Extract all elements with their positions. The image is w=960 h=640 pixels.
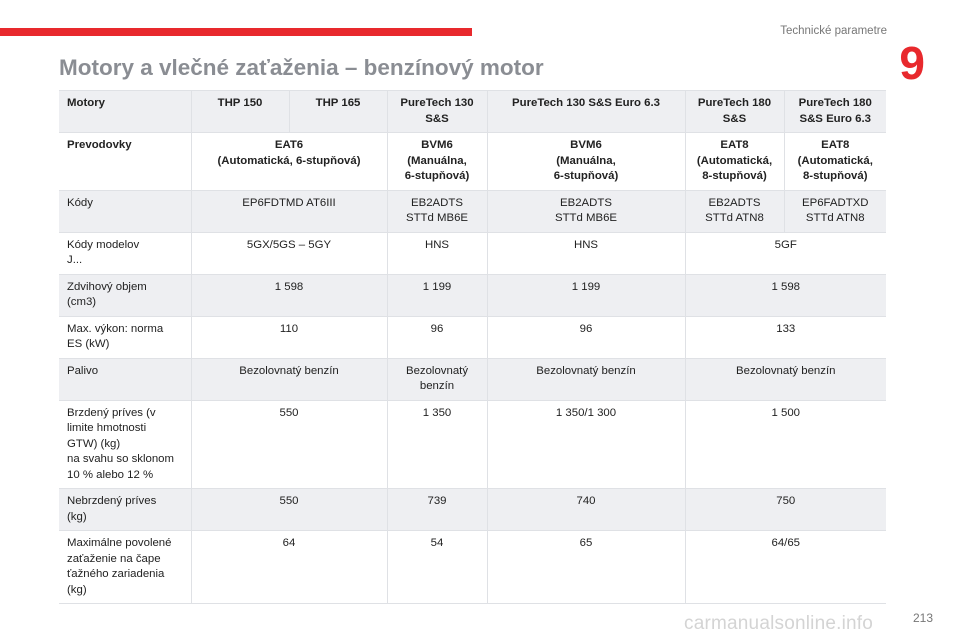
table-cell: 1 598 [191,274,387,316]
header-accent-bar [0,28,472,36]
table-cell: 1 199 [387,274,487,316]
engine-spec-table [59,90,886,604]
header-cell: Motory [59,91,191,133]
table-row [59,133,886,191]
table-cell: 1 598 [685,274,886,316]
table-cell: HNS [387,232,487,274]
table-cell: EB2ADTS STTd MB6E [387,190,487,232]
table-cell: EB2ADTS STTd MB6E [487,190,685,232]
header-cell: PureTech 130 S&S [387,91,487,133]
table-cell: EB2ADTS STTd ATN8 [685,190,784,232]
table-cell: EAT6 (Automatická, 6-stupňová) [191,133,387,191]
row-label: Maximálne povolené zaťaženie na čape ťažného zariadenia (kg) [59,531,191,604]
table-row [59,190,886,232]
table-cell: 1 500 [685,400,886,489]
row-label: Palivo [59,358,191,400]
page-number: 213 [912,611,933,625]
watermark: carmanualsonline.info [684,613,874,634]
row-label: Brzdený príves (v limite hmotnosti GTW) (kg) na svahu so sklonom 10 % alebo 12 % [59,400,191,489]
header-cell: THP 165 [289,91,387,133]
table-row [59,531,886,604]
table-cell: EAT8 (Automatická, 8-stupňová) [784,133,886,191]
table-row [59,400,886,489]
table-cell: 1 350 [387,400,487,489]
header-cell: PureTech 130 S&S Euro 6.3 [487,91,685,133]
table-cell: Bezolovnatý benzín [487,358,685,400]
table-cell: EP6FADTXD STTd ATN8 [784,190,886,232]
table-cell: 750 [685,489,886,531]
table-cell: 5GF [685,232,886,274]
table-cell: 550 [191,489,387,531]
table-row [59,232,886,274]
header-cell: PureTech 180 S&S Euro 6.3 [784,91,886,133]
row-label: Kódy modelov J... [59,232,191,274]
table-row [59,358,886,400]
row-label: Prevodovky [59,133,191,191]
table-header-row [59,91,886,133]
table-cell: 5GX/5GS – 5GY [191,232,387,274]
table-cell: Bezolovnatý benzín [191,358,387,400]
table-row [59,489,886,531]
header-cell: THP 150 [191,91,289,133]
table-cell: 1 199 [487,274,685,316]
table-cell: 96 [487,316,685,358]
table-cell: EP6FDTMD AT6III [191,190,387,232]
table-cell: Bezolovnatý benzín [387,358,487,400]
table-cell: 110 [191,316,387,358]
section-label: Technické parametre [780,25,887,37]
table-cell: 64/65 [685,531,886,604]
table-cell: 740 [487,489,685,531]
table-cell: BVM6 (Manuálna, 6-stupňová) [487,133,685,191]
row-label: Kódy [59,190,191,232]
page-title: Motory a vlečné zaťaženia – benzínový motor [59,55,544,80]
table-cell: 64 [191,531,387,604]
row-label: Nebrzdený príves (kg) [59,489,191,531]
row-label: Max. výkon: norma ES (kW) [59,316,191,358]
table-cell: BVM6 (Manuálna, 6-stupňová) [387,133,487,191]
table-cell: 65 [487,531,685,604]
chapter-number: 9 [899,37,925,89]
table-row [59,274,886,316]
table-cell: Bezolovnatý benzín [685,358,886,400]
table-cell: HNS [487,232,685,274]
table-cell: EAT8 (Automatická, 8-stupňová) [685,133,784,191]
table-cell: 739 [387,489,487,531]
table-cell: 550 [191,400,387,489]
table-cell: 96 [387,316,487,358]
header-cell: PureTech 180 S&S [685,91,784,133]
table-cell: 1 350/1 300 [487,400,685,489]
table-cell: 54 [387,531,487,604]
table-cell: 133 [685,316,886,358]
row-label: Zdvihový objem (cm3) [59,274,191,316]
table-row [59,316,886,358]
